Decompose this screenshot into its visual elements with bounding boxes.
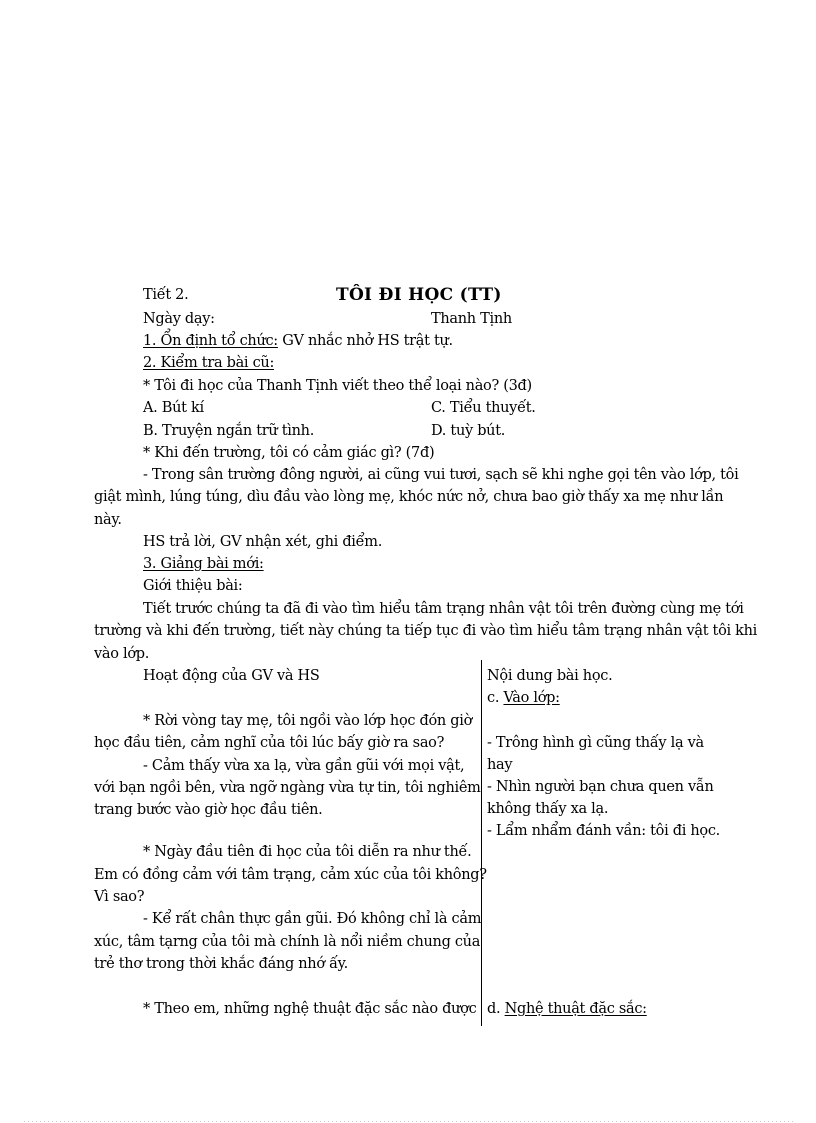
left-line-12: * Theo em, những nghệ thuật đặc sắc nào được — [143, 1001, 477, 1017]
left-line-4: với bạn ngồi bên, vừa ngỡ ngàng vừa tự tin, tôi nghiêm — [94, 780, 481, 796]
right-line-3: - Nhìn người bạn chưa quen vẫn — [487, 779, 714, 795]
page-bottom-border — [24, 1121, 794, 1122]
left-line-10: xúc, tâm tạrng của tôi mà chính là nổi niềm chung của — [94, 934, 481, 950]
lesson-number: Tiết 2. — [143, 287, 189, 303]
left-line-7: Em có đồng cảm với tâm trạng, cảm xúc của tôi không? — [94, 867, 487, 883]
subsection-d — [487, 999, 647, 1019]
option-a: A. Bút kí — [143, 400, 204, 416]
left-line-1: * Rời vòng tay mẹ, tôi ngồi vào lớp học đón giờ — [143, 713, 473, 729]
intro-line-3: vào lớp. — [94, 646, 150, 662]
date-label: Ngày dạy: — [143, 311, 215, 327]
left-line-11: trẻ thơ trong thời khắc đáng nhớ ấy. — [94, 956, 348, 972]
section-3-heading: 3. Giảng bài mới: — [143, 556, 264, 572]
column-divider — [481, 660, 482, 1026]
left-line-6: * Ngày đầu tiên đi học của tôi diễn ra như thế. — [143, 844, 472, 860]
left-line-8: Vì sao? — [94, 889, 145, 905]
subsection-d-prefix: d. — [487, 1001, 505, 1017]
table-left-header: Hoạt động của GV và HS — [143, 668, 320, 684]
intro-label: Giới thiệu bài: — [143, 578, 243, 594]
right-line-1: - Trông hình gì cũng thấy lạ và — [487, 735, 704, 751]
option-b: B. Truyện ngắn trữ tình. — [143, 423, 315, 439]
subsection-c — [487, 688, 560, 708]
left-line-9: - Kể rất chân thực gần gũi. Đó không chỉ là cảm — [143, 911, 482, 927]
question-1: * Tôi đi học của Thanh Tịnh viết theo thể loại nào? (3đ) — [143, 378, 532, 394]
right-line-4: không thấy xa lạ. — [487, 801, 609, 817]
left-line-2: học đầu tiên, cảm nghĩ của tôi lúc bấy giờ ra sao? — [94, 735, 445, 751]
intro-line-2: trường và khi đến trường, tiết này chúng ta tiếp tục đi vào tìm hiểu tâm trạng nhân vật tôi khi — [94, 623, 758, 639]
intro-line-1: Tiết trước chúng ta đã đi vào tìm hiểu tâm trạng nhân vật tôi trên đường cùng mẹ tới — [143, 601, 744, 617]
option-c: C. Tiểu thuyết. — [431, 400, 536, 416]
answer-line-1: - Trong sân trường đông người, ai cũng vui tươi, sạch sẽ khi nghe gọi tên vào lớp, tôi — [143, 467, 739, 483]
table-right-header: Nội dung bài học. — [487, 668, 613, 684]
section-1 — [143, 331, 453, 351]
page-title: TÔI ĐI HỌC (TT) — [336, 285, 502, 305]
question-2: * Khi đến trường, tôi có cảm giác gì? (7đ) — [143, 445, 435, 461]
subsection-c-prefix: c. — [487, 690, 504, 706]
left-line-5: trang bước vào giờ học đầu tiên. — [94, 802, 323, 818]
author-name: Thanh Tịnh — [431, 311, 512, 327]
option-d: D. tuỳ bút. — [431, 423, 506, 439]
section-1-text: GV nhắc nhở HS trật tự. — [277, 333, 453, 349]
section-1-heading: 1. Ổn định tổ chức: — [143, 333, 278, 349]
section-2-heading: 2. Kiểm tra bài cũ: — [143, 355, 275, 371]
right-line-2: hay — [487, 757, 513, 773]
answer-line-2: giật mình, lúng túng, dìu đầu vào lòng mẹ, khóc nức nở, chưa bao giờ thấy xa mẹ như lần — [94, 489, 724, 505]
grading-note: HS trả lời, GV nhận xét, ghi điểm. — [143, 534, 383, 550]
left-line-3: - Cảm thấy vừa xa lạ, vừa gần gũi với mọi vật, — [143, 758, 465, 774]
subsection-c-heading: Vào lớp: — [503, 690, 560, 706]
answer-line-3: này. — [94, 512, 122, 528]
subsection-d-heading: Nghệ thuật đặc sắc: — [504, 1001, 647, 1017]
right-line-5: - Lẩm nhẩm đánh vần: tôi đi học. — [487, 823, 720, 839]
